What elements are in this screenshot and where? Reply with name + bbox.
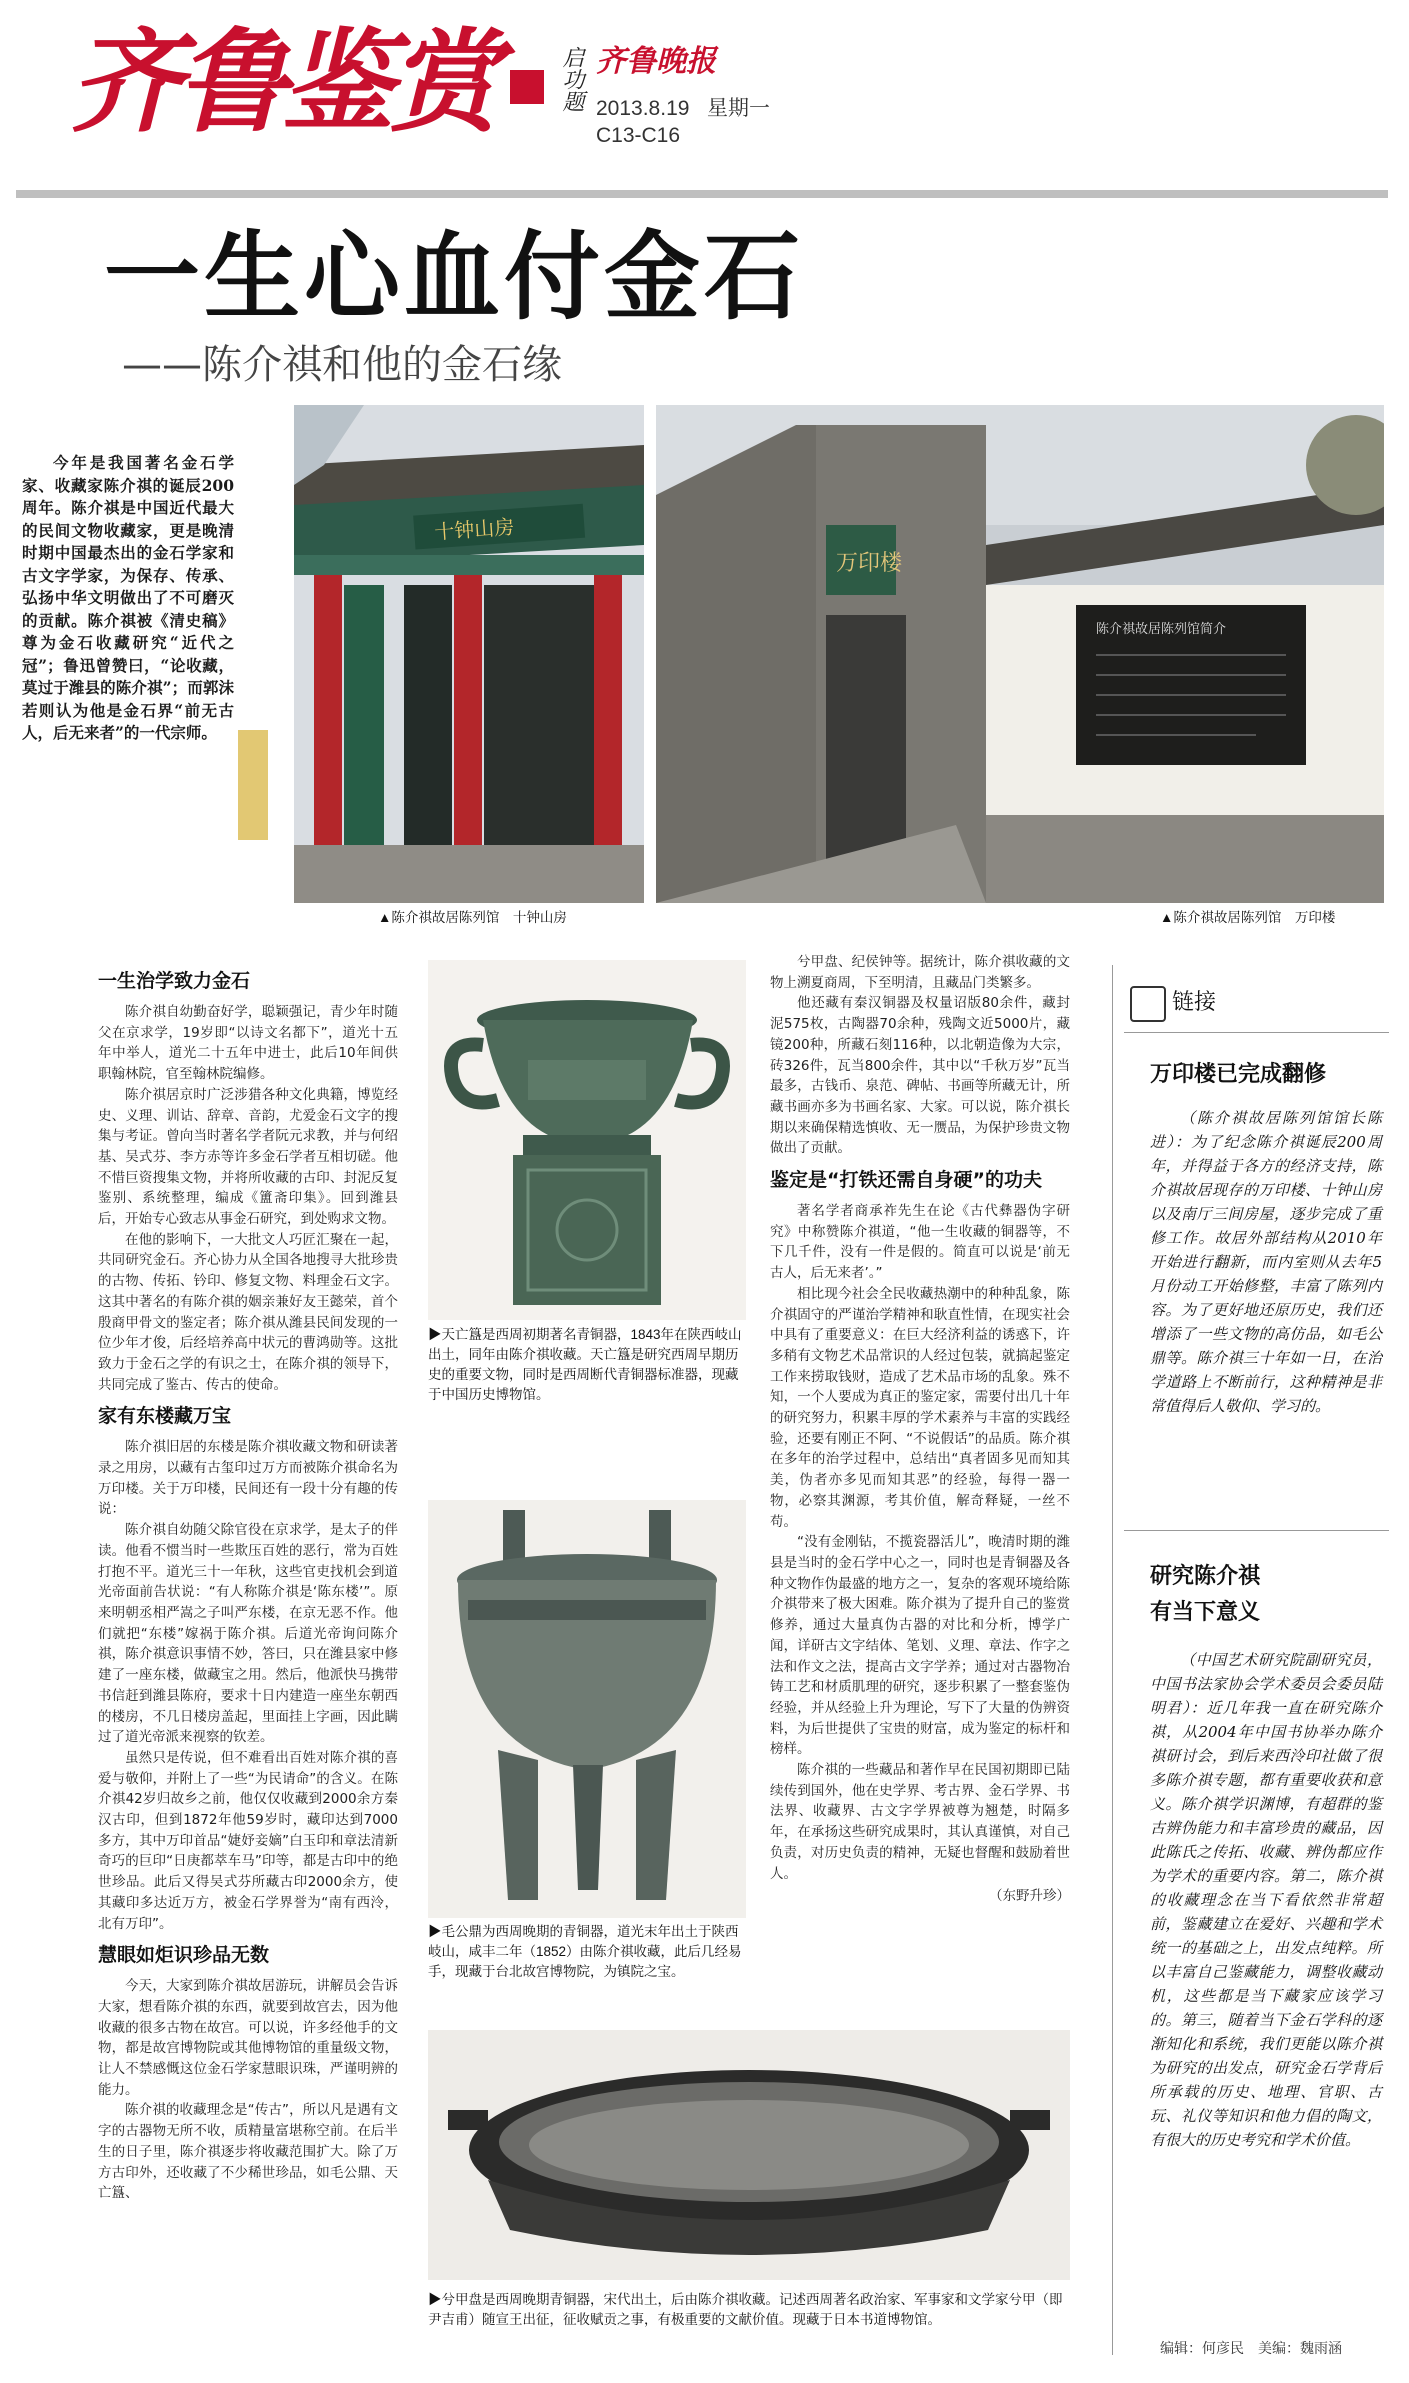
placard-text: 陈介祺故居陈列馆简介 — [1096, 622, 1227, 637]
pic2-caption: ▶毛公鼎为西周晚期的青铜器，道光末年出土于陕西岐山，咸丰二年（1852）由陈介祺收藏，此后几经易手，现藏于台北故宫博物院，为镇院之宝。 — [428, 1924, 742, 1979]
photo-shizhong-shanfang — [294, 405, 644, 903]
paragraph: 今天，大家到陈介祺故居游玩，讲解员会告诉大家，想看陈介祺的东西，就要到故宫去，因为他收藏的很多古物在故宫。可以说，许多经他手的文物，都是故宫博物院或其他博物馆的重量级文物，让人不禁感慨这位金石学家慧眼识珠，严谨明辨的能力。 — [98, 1978, 398, 2098]
subheadline: ——陈介祺和他的金石缘 — [122, 342, 562, 388]
pic3-caption: ▶兮甲盘是西周晚期青铜器，宋代出土，后由陈介祺收藏。记述西周著名政治家、军事家和文学家兮甲（即尹吉甫）随宣王出征，征收赋贡之事，有极重要的文献价值。现藏于日本书道博物馆。 — [428, 2292, 1063, 2327]
calligraphy-signature: 启功题 — [559, 46, 584, 112]
tianwang-gui-photo — [428, 960, 746, 1320]
photo1-caption: ▲陈介祺故居陈列馆 十钟山房 — [378, 910, 567, 925]
sidebar-story1 — [1150, 1106, 1382, 1418]
intro-paragraph — [22, 452, 234, 745]
paragraph: 陈介祺旧居的东楼是陈介祺收藏文物和研读著录之用房，以藏有古玺印过万方而被陈介祺命名为万印楼。关于万印楼，民间还有一段十分有趣的传说： — [98, 1439, 398, 1518]
editor-credits: 编辑：何彦民 美编：魏雨涵 — [1160, 2340, 1342, 2356]
masthead-title: 齐鲁鉴赏 — [70, 17, 494, 148]
sidebar-story2-title-1: 研究陈介祺 — [1150, 1564, 1261, 1589]
header-rule — [16, 190, 1388, 198]
building-photo-2 — [656, 405, 1384, 903]
maogong-ding-photo — [428, 1500, 746, 1918]
section-title-4: 鉴定是“打铁还需自身硬”的功夫 — [770, 1169, 1042, 1192]
paragraph: 他还藏有秦汉铜器及权量诏版80余件，藏封泥575枚，古陶器70余种，残陶文近5000片，藏镜200种，所藏石刻116种，以北朝造像为大宗，砖326件，瓦当800余件，其中以“千秋万岁”瓦当最多，古钱币、泉范、碑帖、书画等所藏无计，所藏书画亦多为书画名家、大家。可以说，陈介祺长期以来确保精选慎收、无一赝品，为保护珍贵文物做出了贡献。 — [770, 995, 1070, 1157]
sidebar-story2-text: （中国艺术研究院副研究员，中国书法家协会学术委员会委员陆明君）：近几年我一直在研究陈介祺，从2004年中国书协举办陈介祺研讨会，到后来西泠印社做了很多陈介祺专题，都有重要收获和意义。陈介祺学识渊博，有超群的鉴古辨伪能力和丰富珍贵的藏品，因此陈氏之传拓、收藏、辨伪都应作为学术的重要内容。第二，陈介祺的收藏理念在当下看依然非常超前，鉴藏建立在爱好、兴趣和学术统一的基础之上，出发点纯粹。所以丰富自己鉴藏能力，调整收藏动机，这些都是当下藏家应该学习的。第三，随着当下金石学科的逐渐知化和系统，我们更能以陈介祺为研究的出发点，研究金石学背后所承载的历史、地理、官职、古玩、礼仪等知识和他力倡的陶文，有很大的历史考究和学术价值。 — [1150, 1651, 1382, 2149]
bronze-pan-image — [428, 2030, 1070, 2280]
photo2-caption: ▲陈介祺故居陈列馆 万印楼 — [1160, 910, 1336, 925]
section-title-2: 家有东楼藏万宝 — [98, 1405, 232, 1428]
accent-bar — [238, 730, 268, 840]
paragraph: 陈介祺的一些藏品和著作早在民国初期即已陆续传到国外，他在史学界、考古界、金石学界、书法界、收藏界、古文字学界被尊为翘楚，时隔多年，在承扬这些研究成果时，其认真谨慎，对自己负责，对历史负责的精神，无疑也督醒和鼓励着世人。 — [770, 1762, 1070, 1882]
xijia-pan-photo — [428, 2030, 1070, 2280]
paragraph: 陈介祺自幼勤奋好学，聪颖强记，青少年时随父在京求学，19岁即“以诗文名都下”，道光十五年中举人，道光二十五年中进士，此后10年间供职翰林院，官至翰林院编修。 — [98, 1004, 398, 1083]
bronze-ding-image — [428, 1500, 746, 1918]
paragraph: “没有金刚钻，不揽瓷器活儿”，晚清时期的潍县是当时的金石学中心之一，同时也是青铜器及各种文物作伪最盛的地方之一，复杂的客观环境给陈介祺带来了极大困难。陈介祺为了提升自己的鉴赏修养，通过大量真伪古器的对比和分析，博学广闻，详研古文字结体、笔划、义理、章法、作字之法和作文之法，提高古文字学养；通过对古器物冶铸工艺和材质肌理的研究，逐步积累了一整套鉴伪经验，并从经验上升为理论，写下了大量的伪辨资料，为后世提供了宝贵的财富，成为鉴定的标杆和榜样。 — [770, 1534, 1070, 1758]
paragraph: 著名学者商承祚先生在论《古代彝器伪字研究》中称赞陈介祺道，“他一生收藏的铜器等，不下几千件，没有一件是假的。简直可以说是‘前无古人，后无来者’。” — [770, 1203, 1070, 1282]
paragraph: 陈介祺的收藏理念是“传古”，所以凡是遇有文字的古器物无所不收，质精量富堪称空前。在后半生的日子里，陈介祺逐步将收藏范围扩大。除了万方古印外，还收藏了不少稀世珍品，如毛公鼎、天亡簋、 — [98, 2102, 398, 2202]
column-3 — [770, 952, 1070, 1907]
tower-sign-text: 万印楼 — [836, 551, 903, 576]
headline: 一生心血付金石 — [104, 221, 804, 333]
sidebar-label: 链接 — [1172, 990, 1217, 1015]
sidebar-story1-title: 万印楼已完成翻修 — [1150, 1062, 1327, 1087]
section-title-1: 一生治学致力金石 — [98, 970, 251, 992]
sidebar-rule-1 — [1124, 1032, 1389, 1033]
paragraph: 虽然只是传说，但不难看出百姓对陈介祺的喜爱与敬仰，并附上了一些“为民请命”的含义。在陈介祺42岁归故乡之前，他仅仅收藏到2000余方秦汉古印，但到1872年他59岁时，藏印达到7000多方，其中万印首品“婕妤妾嫡”白玉印和章法清新奇巧的巨印“日庚都萃车马”印等，都是古印中的绝世珍品。此后又得吴式芬所藏古印2000余方，使其藏印多达近万方，被金石学界誉为“南有西泠，北有万印”。 — [98, 1749, 398, 1932]
paragraph: 陈介祺居京时广泛涉猎各种文化典籍，博览经史、义理、训诂、辞章、音韵，尤爱金石文字的搜集与考证。曾向当时著名学者阮元求教，并与何绍基、吴式芬、李方赤等许多金石学者互相切磋。他不惜巨资搜集文物，并将所收藏的古印、封泥反复鉴别、系统整理，编成《簠斋印集》。回到潍县后，开始专心致志从事金石研究，到处购求文物。 — [98, 1086, 398, 1228]
paragraph: 兮甲盘、纪侯钟等。据统计，陈介祺收藏的文物上溯夏商周，下至明清，且藏品门类繁多。 — [770, 954, 1070, 991]
intro-text: 今年是我国著名金石学家、收藏家陈介祺的诞辰200周年。陈介祺是中国近代最大的民间文物收藏家，更是晚清时期中国最杰出的金石学家和古文字学家，为保存、传承、弘扬中华文明做出了不可磨灭的贡献。陈介祺被《清史稿》尊为金石收藏研究“近代之冠”；鲁迅曾赞曰，“论收藏，莫过于潍县的陈介祺”；而郭沫若则认为他是金石界“前无古人，后无来者”的一代宗师。 — [22, 453, 234, 742]
bronze-gui-image — [428, 960, 746, 1320]
date-text: 2013.8.19 — [596, 97, 690, 120]
page-numbers: C13-C16 — [596, 124, 681, 147]
author-byline: （东野升珍） — [989, 1888, 1070, 1905]
paragraph: 在他的影响下，一大批文人巧匠汇聚在一起，共同研究金石。齐心协力从全国各地搜寻大批珍贵的古物、传拓、钤印、修复文物、料理金石文字。这其中著名的有陈介祺的姻亲兼好友王懿荣，首个殷商甲骨文的鉴定者；陈介祺从潍县民间发现的一位少年才俊，后经培养高中状元的曹鸿勋等。这批致力于金石之学的有识之士，在陈介祺的领导下，共同完成了鉴古、传古的使命。 — [98, 1231, 398, 1393]
photo-wanyin-lou — [656, 405, 1384, 903]
sidebar-rule-2 — [1124, 1530, 1389, 1531]
weekday-text: 星期一 — [706, 97, 770, 120]
red-seal-icon — [510, 70, 544, 104]
link-box-icon — [1130, 986, 1166, 1022]
sidebar-divider — [1112, 965, 1113, 2355]
section-title-3: 慧眼如炬识珍品无数 — [98, 1944, 270, 1967]
building-photo-1 — [294, 405, 644, 903]
paragraph: 相比现今社会全民收藏热潮中的种种乱象，陈介祺固守的严谨治学精神和耿直性情，在现实社会中具有了重要意义：在巨大经济利益的诱惑下，许多稍有文物艺术品常识的人经过包装，就搞起鉴定工作来捞取钱财，造成了艺术品市场的乱象。殊不知，一个人要成为真正的鉴定家，需要付出几十年的研究努力，积累丰厚的学术素养与丰富的实践经验，还要有刚正不阿、“不说假话”的品质。陈介祺在多年的治学过程中，总结出“真者固多见而知其美，伪者亦多见而知其恶”的经验，每得一器一物，必察其渊源，考其价值，解奇释疑，一丝不苟。 — [770, 1285, 1070, 1530]
issue-date — [596, 92, 770, 122]
paragraph: 陈介祺自幼随父除官役在京求学，是太子的伴读。他看不惯当时一些欺压百姓的恶行，常为百姓打抱不平。道光三十一年秋，这些官吏找机会到道光帝面前告状说：“有人称陈介祺是‘陈东楼’”。原来明朝丞相严嵩之子叫严东楼，在京无恶不作。他们就把“东楼”嫁祸于陈介祺。后道光帝询问陈介祺，陈介祺意识事情不妙，答曰，只在潍县家中修建了一座东楼，做藏宝之用。然后，他派快马携带书信赶到潍县陈府，要求十日内建造一座坐东朝西的楼房，不几日楼房盖起，里面挂上字画，因此瞒过了道光帝派来视察的钦差。 — [98, 1522, 398, 1746]
gate-sign-text: 十钟山房 — [433, 514, 515, 545]
sidebar-story1-text: （陈介祺故居陈列馆馆长陈进）：为了纪念陈介祺诞辰200周年，并得益于各方的经济支持，陈介祺故居现存的万印楼、十钟山房以及南厅三间房屋，逐步完成了重修工作。故居外部结构从2010年开始进行翻新，而内室则从去年5月份动工开始修整，丰富了陈列内容。为了更好地还原历史，我们还增添了一些文物的高仿品，如毛公鼎等。陈介祺三十年如一日，在治学道路上不断前行，这种精神是非常值得后人敬仰、学习的。 — [1150, 1109, 1382, 1415]
column-1 — [98, 960, 398, 2204]
sidebar-story2 — [1150, 1648, 1382, 2152]
sidebar-story2-title-2: 有当下意义 — [1150, 1600, 1261, 1625]
pic1-caption: ▶天亡簋是西周初期著名青铜器，1843年在陕西岐山出土，同年由陈介祺收藏。天亡簋是研究西周早期历史的重要文物，同时是西周断代青铜器标准器，现藏于中国历史博物馆。 — [428, 1327, 742, 1402]
newspaper-brand: 齐鲁晚报 — [596, 44, 716, 79]
